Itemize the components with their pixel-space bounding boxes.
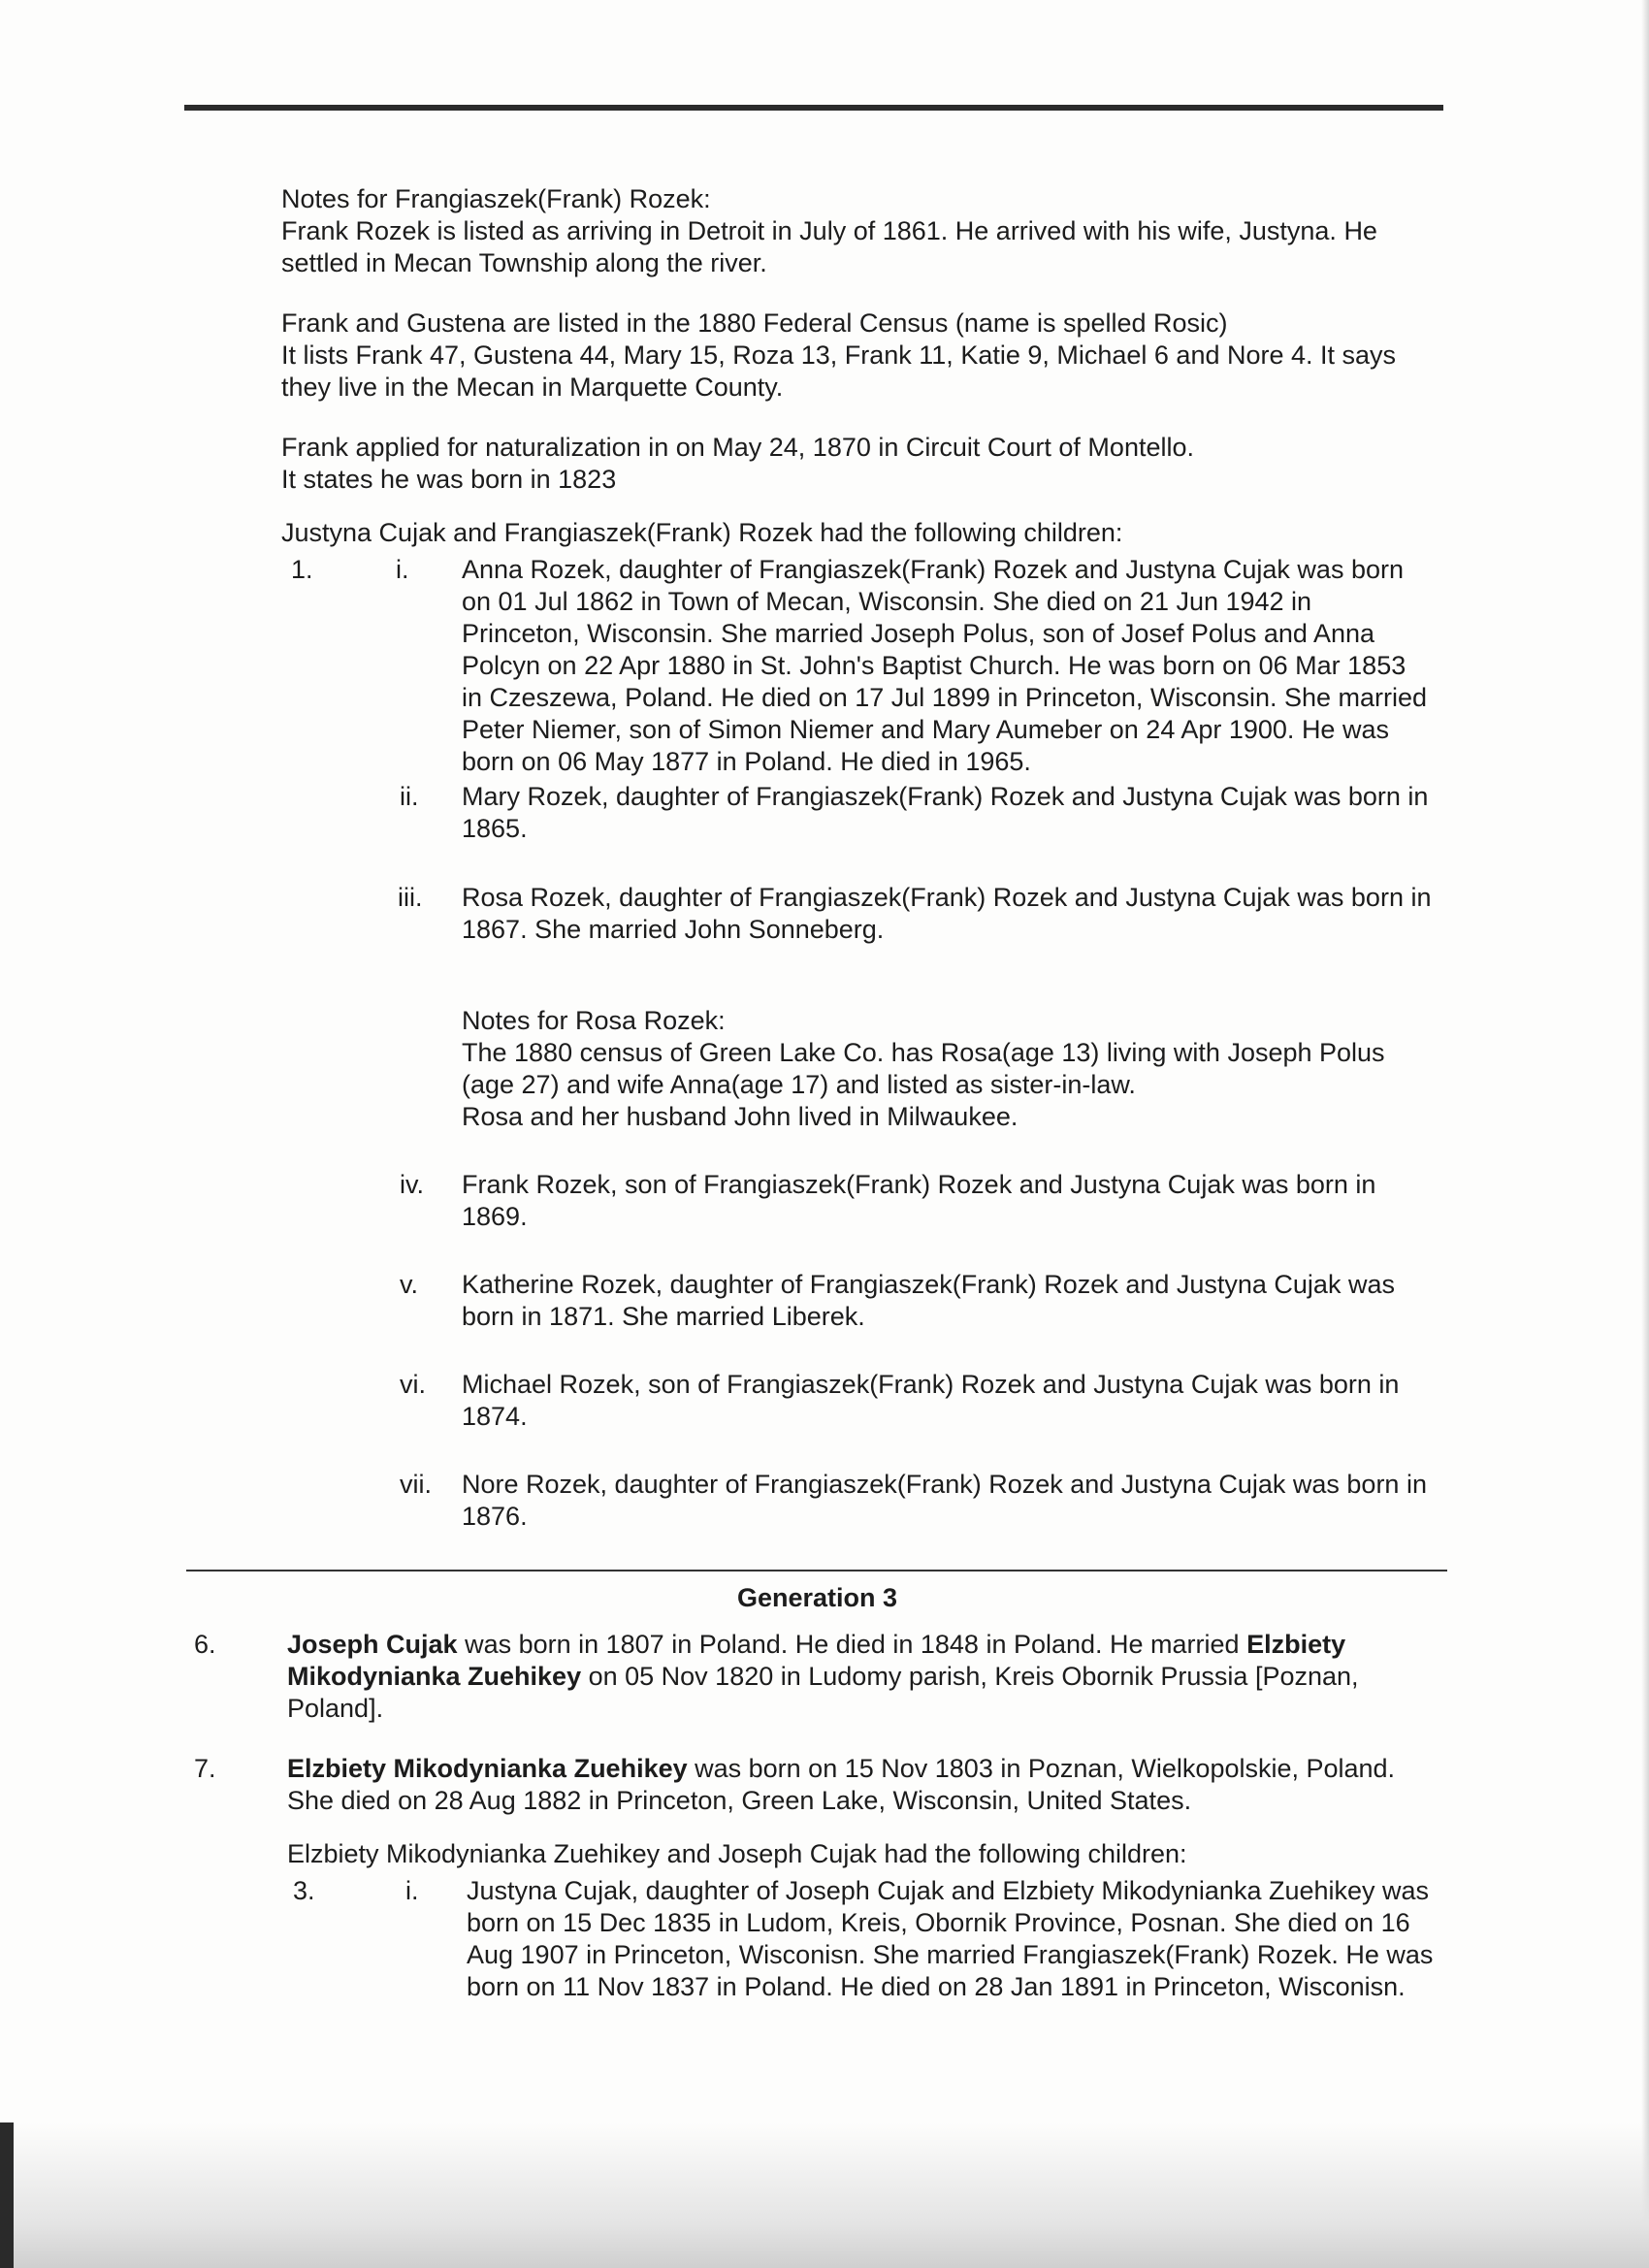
notes-frank-census: It lists Frank 47, Gustena 44, Mary 15, Roza 13, Frank 11, Katie 9, Michael 6 and Nore 4. It says	[281, 340, 1397, 370]
child-roman-numeral: v.	[400, 1270, 418, 1299]
generation-number: 7.	[194, 1754, 216, 1783]
person-name: Joseph Cujak	[287, 1630, 458, 1659]
notes-rosa-heading: Notes for Rosa Rozek:	[462, 1006, 726, 1035]
scan-corner-dark	[0, 2122, 14, 2268]
spouse-name: Mikodynianka Zuehikey	[287, 1662, 582, 1691]
child-entry: Frank Rozek, son of Frangiaszek(Frank) Rozek and Justyna Cujak was born in 1869.	[462, 1170, 1376, 1231]
notes-frank-naturalization: Frank applied for naturalization in on May 24, 1870 in Circuit Court of Montello.	[281, 433, 1194, 462]
child-entry: Michael Rozek, son of Frangiaszek(Frank) Rozek and Justyna Cujak was born in 1874.	[462, 1370, 1400, 1431]
generation-title: Generation 3	[737, 1583, 898, 1612]
generation-number: 3.	[293, 1876, 315, 1905]
notes-frank-census: Frank and Gustena are listed in the 1880 Federal Census (name is spelled Rosic)	[281, 308, 1228, 338]
child-entry: Anna Rozek, daughter of Frangiaszek(Frank) Rozek and Justyna Cujak was born on 01 Jul 1862 in Town of Mecan, Wisconsin. She died on 21 Jun 1942 in Princeton, Wisconsin. She married Joseph Polus, son of Josef Polus and Anna Polcyn on 22 Apr 1880 in St. John's Baptist Church. He was born on 06 Mar 1853 in Czeszewa, Poland. He died on 17 Jul 1899 in Princeton, Wisconsin. She married Peter Niemer, son of Simon Niemer and Mary Aumeber on 24 Apr 1900. He was born on 06 May 1877 in Poland. He died in 1965.	[462, 555, 1428, 776]
child-roman-numeral: i.	[405, 1876, 419, 1905]
page-edge-shadow	[1641, 0, 1649, 2268]
children-intro: Justyna Cujak and Frangiaszek(Frank) Rozek had the following children:	[281, 518, 1123, 547]
person-entry-joseph-cujak: Joseph Cujak was born in 1807 in Poland. He died in 1848 in Poland. He married Elzbiety	[287, 1630, 1346, 1659]
top-rule	[184, 105, 1443, 111]
notes-frank-heading: Notes for Frangiaszek(Frank) Rozek:	[281, 184, 711, 213]
section-rule	[186, 1570, 1447, 1571]
child-entry: Mary Rozek, daughter of Frangiaszek(Frank) Rozek and Justyna Cujak was born in 1865.	[462, 782, 1429, 843]
person-entry-joseph-cujak-cont: Mikodynianka Zuehikey on 05 Nov 1820 in Ludomy parish, Kreis Obornik Prussia [Poznan,	[287, 1662, 1359, 1691]
child-entry: Rosa Rozek, daughter of Frangiaszek(Frank) Rozek and Justyna Cujak was born in 1867. She married John Sonneberg.	[462, 883, 1432, 944]
child-entry: Justyna Cujak, daughter of Joseph Cujak and Elzbiety Mikodynianka Zuehikey was born on 15 Dec 1835 in Ludom, Kreis, Obornik Province, Posnan. She died on 16 Aug 1907 in Princeton, Wisconisn. She married Frangiaszek(Frank) Rozek. He was born on 11 Nov 1837 in Poland. He died on 28 Jan 1891 in Princeton, Wisconisn.	[467, 1876, 1434, 2001]
scan-bottom-shadow	[0, 2122, 1649, 2268]
child-roman-numeral: iii.	[398, 883, 423, 912]
generation-number: 6.	[194, 1630, 216, 1659]
child-roman-numeral: ii.	[400, 782, 419, 811]
child-entry: Nore Rozek, daughter of Frangiaszek(Frank) Rozek and Justyna Cujak was born in 1876.	[462, 1470, 1427, 1531]
person-entry-elzbiety: Elzbiety Mikodynianka Zuehikey was born on 15 Nov 1803 in Poznan, Wielkopolskie, Poland.	[287, 1754, 1396, 1783]
spouse-name: Elzbiety	[1246, 1630, 1346, 1659]
notes-frank-line: Frank Rozek is listed as arriving in Detroit in July of 1861. He arrived with his wife, Justyna. He	[281, 216, 1377, 245]
generation-number: 1.	[291, 555, 313, 584]
child-roman-numeral: iv.	[400, 1170, 424, 1199]
child-roman-numeral: vi.	[400, 1370, 426, 1399]
notes-rosa-text: The 1880 census of Green Lake Co. has Rosa(age 13) living with Joseph Polus (age 27) and wife Anna(age 17) and listed as sister-in-law. Rosa and her husband John lived in Milwaukee.	[462, 1038, 1385, 1131]
person-entry-joseph-cujak-cont: Poland].	[287, 1694, 384, 1723]
children-intro: Elzbiety Mikodynianka Zuehikey and Joseph Cujak had the following children:	[287, 1839, 1187, 1868]
child-roman-numeral: i.	[396, 555, 409, 584]
child-roman-numeral: vii.	[400, 1470, 432, 1499]
child-entry: Katherine Rozek, daughter of Frangiaszek(Frank) Rozek and Justyna Cujak was born in 1871. She married Liberek.	[462, 1270, 1395, 1331]
person-entry-elzbiety-cont: She died on 28 Aug 1882 in Princeton, Green Lake, Wisconsin, United States.	[287, 1786, 1192, 1815]
notes-frank-census: they live in the Mecan in Marquette County.	[281, 373, 784, 402]
notes-frank-line: settled in Mecan Township along the river.	[281, 248, 767, 277]
notes-frank-naturalization: It states he was born in 1823	[281, 465, 617, 494]
person-name: Elzbiety Mikodynianka Zuehikey	[287, 1754, 688, 1783]
